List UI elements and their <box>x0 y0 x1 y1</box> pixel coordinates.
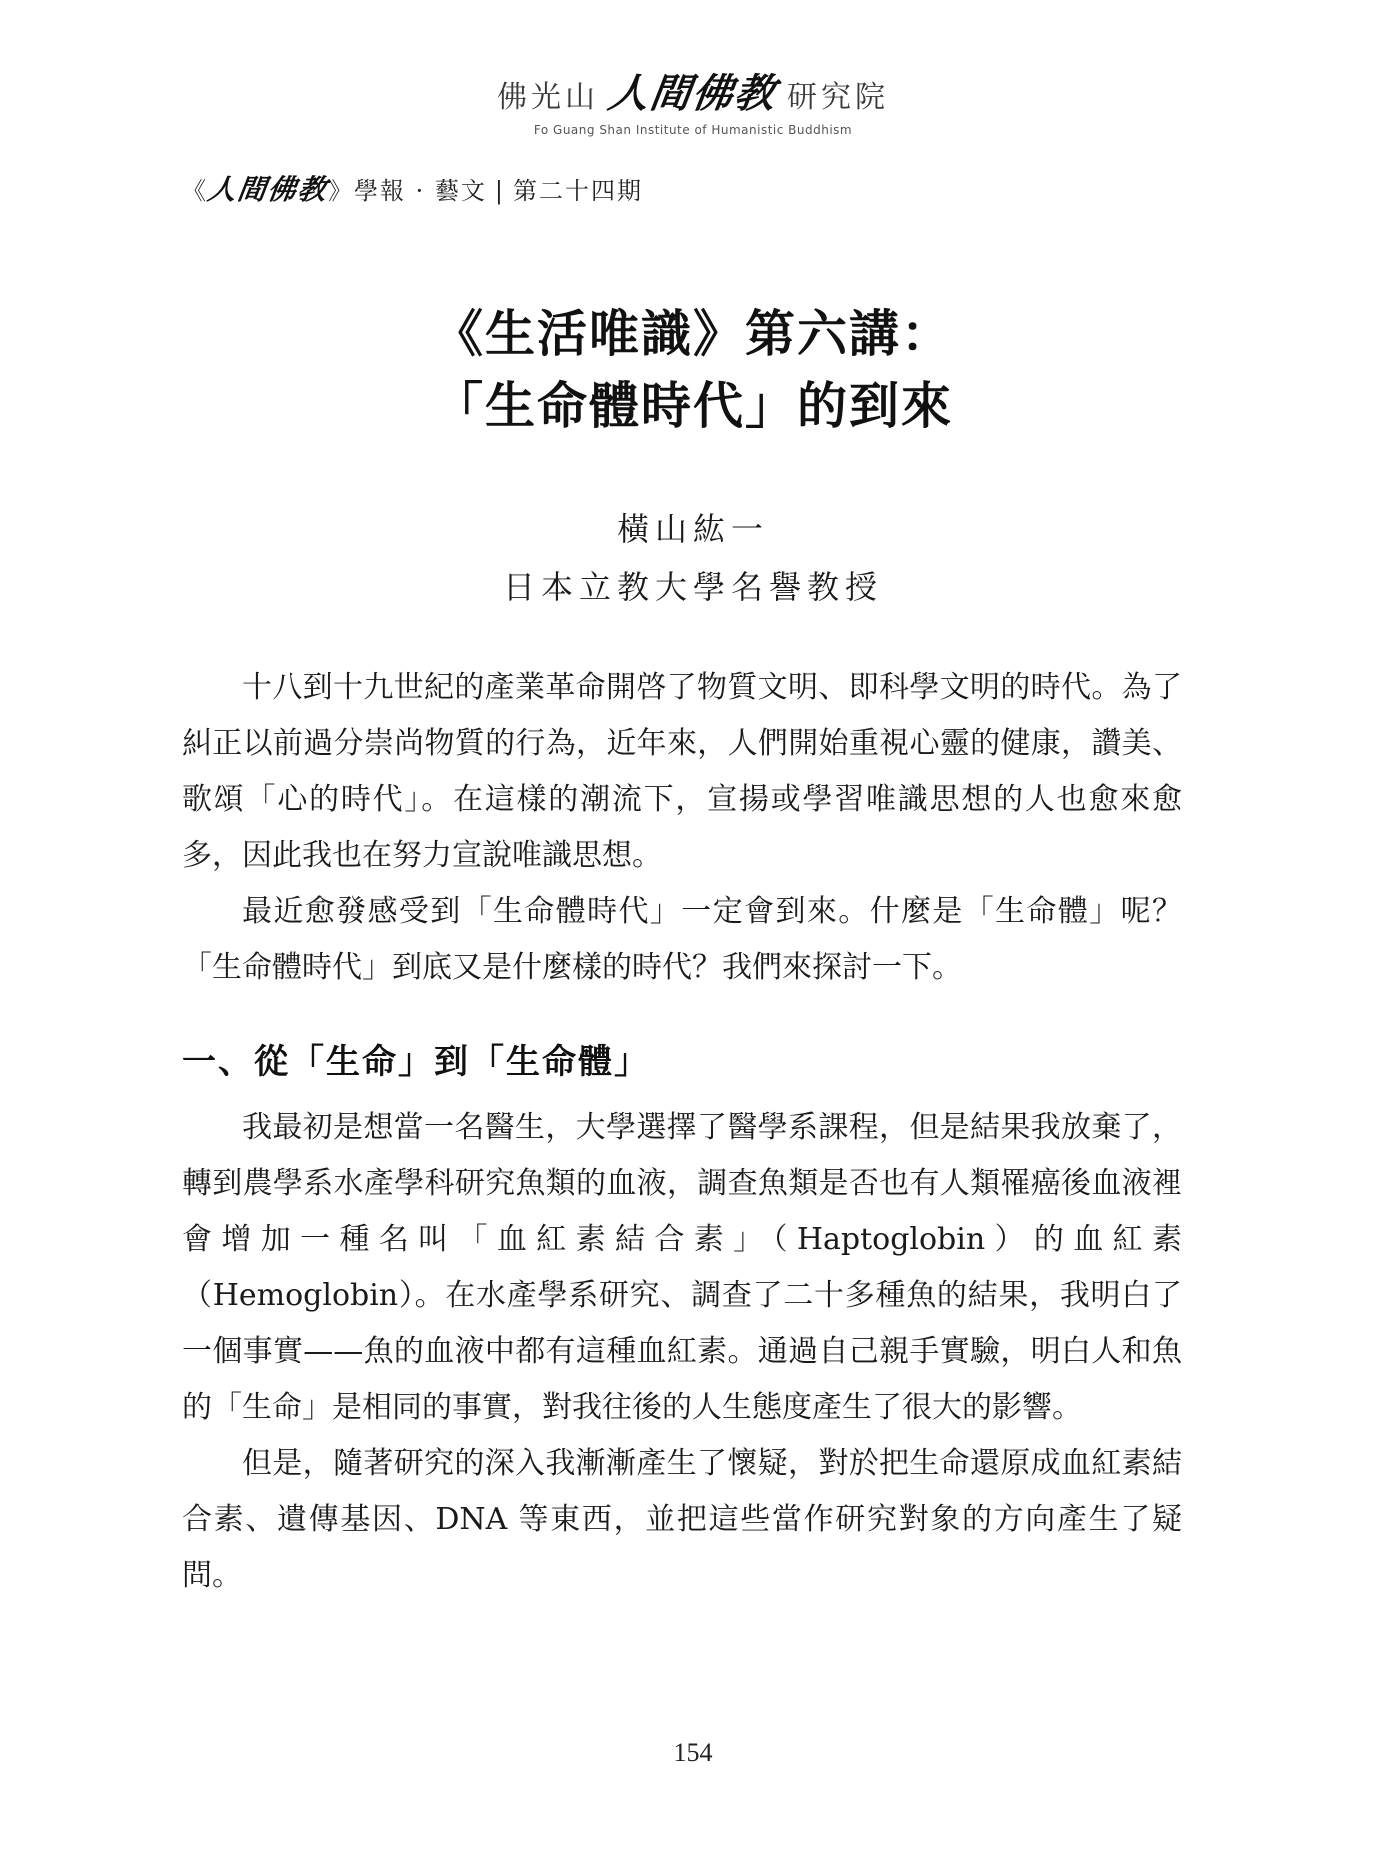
journal-open-quote: 《 <box>182 177 208 205</box>
title-line-1: 《生活唯識》第六講： <box>433 304 953 363</box>
body-paragraph: 但是，隨著研究的深入我漸漸產生了懷疑，對於把生命還原成血紅素結合素、遺傳基因、DNA 等東西，並把這些當作研究對象的方向產生了疑問。 <box>182 1446 1182 1593</box>
institute-name-right: 研究院 <box>787 80 889 115</box>
journal-running-head <box>182 168 643 208</box>
page-number: 154 <box>673 1738 713 1767</box>
institute-english-name: Fo Guang Shan Institute of Humanistic Buddhism <box>533 123 853 137</box>
institute-name-left: 佛光山 <box>497 80 599 115</box>
institute-header <box>0 62 1386 137</box>
journal-issue: 第二十四期 <box>513 177 643 205</box>
author-block <box>0 500 1386 616</box>
body-paragraph: 最近愈發感受到「生命體時代」一定會到來。什麼是「生命體」呢？「生命體時代」到底又是什麼樣的時代？我們來探討一下。 <box>182 894 1182 985</box>
author-name: 橫山紘一 <box>616 510 769 548</box>
author-affiliation: 日本立教大學名譽教授 <box>502 568 883 606</box>
article-title <box>0 298 1386 442</box>
section-heading: 一、從「生命」到「生命體」 <box>182 1042 650 1082</box>
journal-title: 》學報 · 藝文 <box>328 177 487 205</box>
journal-separator: | <box>494 177 505 205</box>
body-paragraph: 我最初是想當一名醫生，大學選擇了醫學系課程，但是結果我放棄了，轉到農學系水產學科研究魚類的血液，調查魚類是否也有人類罹癌後血液裡會增加一種名叫「血紅素結合素」（Haptoglobin）的血紅素（Hemoglobin）。在水產學系研究、調查了二十多種魚的結果，我明白了一個事實——魚的血液中都有這種血紅素。通過自己親手實驗，明白人和魚的「生命」是相同的事實，對我往後的人生態度產生了很大的影響。 <box>182 1110 1182 1425</box>
institute-title <box>0 62 1386 119</box>
journal-logo: 人間佛教 <box>205 173 331 206</box>
body-paragraph: 十八到十九世紀的產業革命開啓了物質文明、即科學文明的時代。為了糾正以前過分崇尚物質的行為，近年來，人們開始重視心靈的健康，讚美、歌頌「心的時代」。在這樣的潮流下，宣揚或學習唯識思想的人也愈來愈多，因此我也在努力宣說唯識思想。 <box>182 670 1182 873</box>
article-body <box>182 660 1182 1604</box>
institute-logo: 人間佛教 <box>605 70 780 117</box>
title-line-2: 「生命體時代」的到來 <box>433 376 953 435</box>
